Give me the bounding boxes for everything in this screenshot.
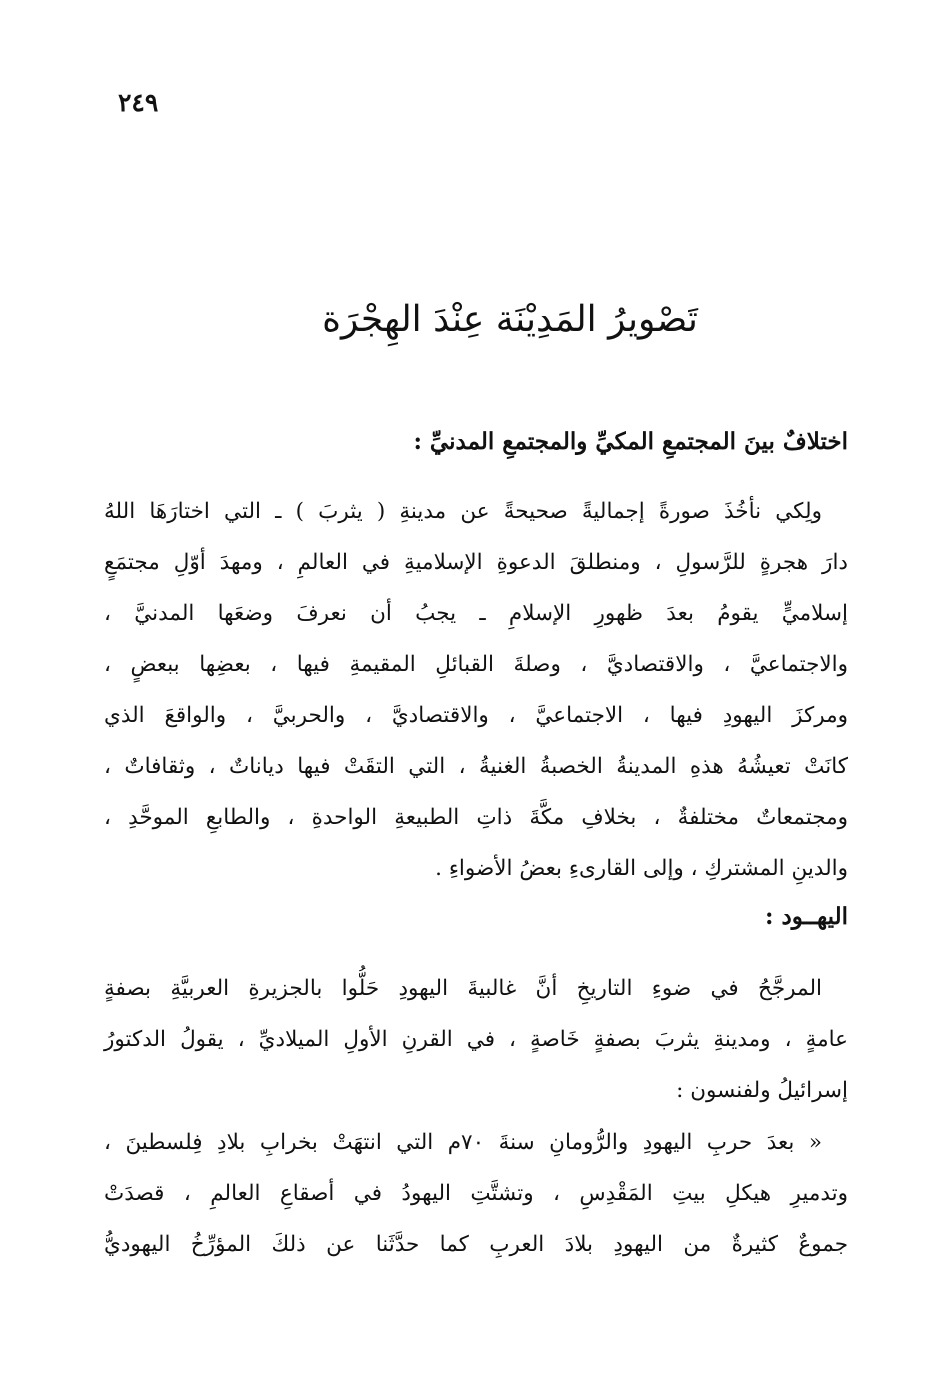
text-line: إسرائيلُ ولفنسون : bbox=[676, 1078, 848, 1103]
text-line: المرجَّحُ في ضوءِ التاريخِ أنَّ غالبيةَ اليهودِ حَلُّوا بالجزيرةِ العربيَّةِ بصفةٍ bbox=[104, 976, 822, 1001]
quote-line: « بعدَ حربِ اليهودِ والرُّومانِ سنةَ ٧٠م التي انتهَتْ بخرابِ بلادِ فِلسطينَ ، bbox=[104, 1130, 822, 1155]
page-number: ٢٤٩ bbox=[118, 88, 159, 117]
text-line: إسلاميٍّ يقومُ بعدَ ظهورِ الإسلامِ ـ يجبُ أن نعرفَ وضعَها المدنيَّ ، bbox=[104, 601, 848, 626]
quote-block bbox=[104, 1117, 848, 1270]
text-line: ولِكي نأخُذَ صورةً إجماليةً صحيحةً عن مدينةِ ( يثربَ ) ـ التي اختارَهَا اللهُ bbox=[104, 499, 822, 524]
chapter-title: تَصْويرُ المَدِيْنَة عِنْدَ الهِجْرَة bbox=[322, 299, 698, 340]
quote-line: وتدميرِ هيكلِ بيتِ المَقْدِسِ ، وتشتَّتِ اليهودُ في أصقاعِ العالمِ ، قصدَتْ bbox=[104, 1181, 848, 1206]
text-line: ومركزَ اليهودِ فيها ، الاجتماعيَّ ، والاقتصاديَّ ، والحربيَّ ، والواقعَ الذي bbox=[104, 703, 848, 728]
text-line: ومجتمعاتٌ مختلفةٌ ، بخلافِ مكَّةَ ذاتِ الطبيعةِ الواحدةِ ، والطابعِ الموحَّدِ ، bbox=[104, 805, 848, 830]
section-heading-jews: اليهــود : bbox=[764, 903, 848, 930]
text-line: والدينِ المشتركِ ، وإلى القارىءِ بعضُ الأضواءِ . bbox=[435, 856, 848, 881]
text-line: كانَتْ تعيشُهُ هذهِ المدينةُ الخصبةُ الغنيةُ ، التي التقَتْ فيها دياناتٌ ، وثقافاتٌ ، bbox=[104, 754, 848, 779]
section-heading-differences: اختلافٌ بينَ المجتمعِ المكيِّ والمجتمعِ المدنيِّ : bbox=[413, 428, 848, 455]
paragraph-medina-overview bbox=[104, 486, 848, 894]
text-line: والاجتماعيَّ ، والاقتصاديَّ ، وصلةَ القبائلِ المقيمةِ فيها ، بعضِها ببعضٍ ، bbox=[104, 652, 848, 677]
text-line: دارَ هجرةٍ للرَّسولِ ، ومنطلقَ الدعوةِ الإسلاميةِ في العالمِ ، ومهدَ أوّلِ مجتمَعٍ bbox=[104, 550, 848, 575]
paragraph-jews-arrival bbox=[104, 963, 848, 1116]
text-line: عامةٍ ، ومدينةِ يثربَ بصفةٍ خَاصةٍ ، في القرنِ الأولِ الميلاديِّ ، يقولُ الدكتورُ bbox=[104, 1027, 848, 1052]
quote-line: جموعٌ كثيرةٌ من اليهودِ بلادَ العربِ كما حدَّثَنا عن ذلكَ المؤرِّخُ اليهوديُّ bbox=[104, 1232, 848, 1257]
